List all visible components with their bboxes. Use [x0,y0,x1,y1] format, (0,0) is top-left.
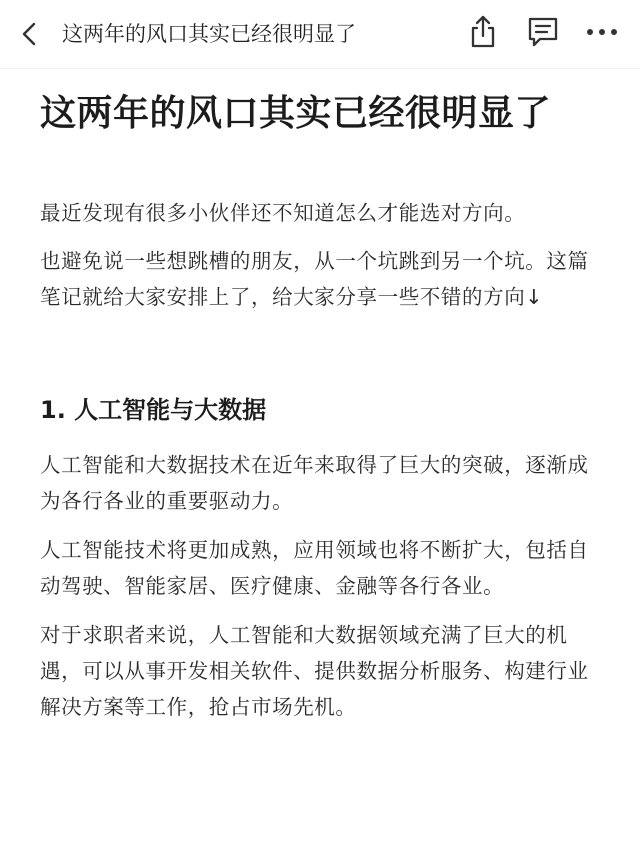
article-title: 这两年的风口其实已经很明显了 [40,93,552,134]
more-horizontal-icon [584,20,620,44]
chevron-left-icon [14,18,46,50]
intro-paragraph: 也避免说一些想跳槽的朋友，从一个坑跳到另一个坑。这篇笔记就给大家安排上了，给大家分享一些不错的方向↓ [40,249,589,309]
article-body [40,84,600,725]
comment-icon [525,15,561,49]
intro-paragraph: 最近发现有很多小伙伴还不知道怎么才能选对方向。 [40,201,526,225]
more-button[interactable] [584,20,620,44]
section-paragraph: 人工智能和大数据技术在近年来取得了巨大的突破，逐渐成为各行各业的重要驱动力。 [40,453,589,513]
section-heading: 1. 人工智能与大数据 [40,396,267,424]
comment-button[interactable] [525,15,561,49]
nav-title: 这两年的风口其实已经很明显了 [62,22,356,46]
top-nav-bar [0,0,640,69]
section-paragraph: 对于求职者来说，人工智能和大数据领域充满了巨大的机遇，可以从事开发相关软件、提供数据分析服务、构建行业解决方案等工作，抢占市场先机。 [40,623,589,719]
section-paragraph: 人工智能技术将更加成熟，应用领域也将不断扩大，包括自动驾驶、智能家居、医疗健康、金融等各行各业。 [40,538,589,598]
share-icon [466,14,500,50]
back-button[interactable] [14,18,46,50]
share-button[interactable] [466,14,500,50]
